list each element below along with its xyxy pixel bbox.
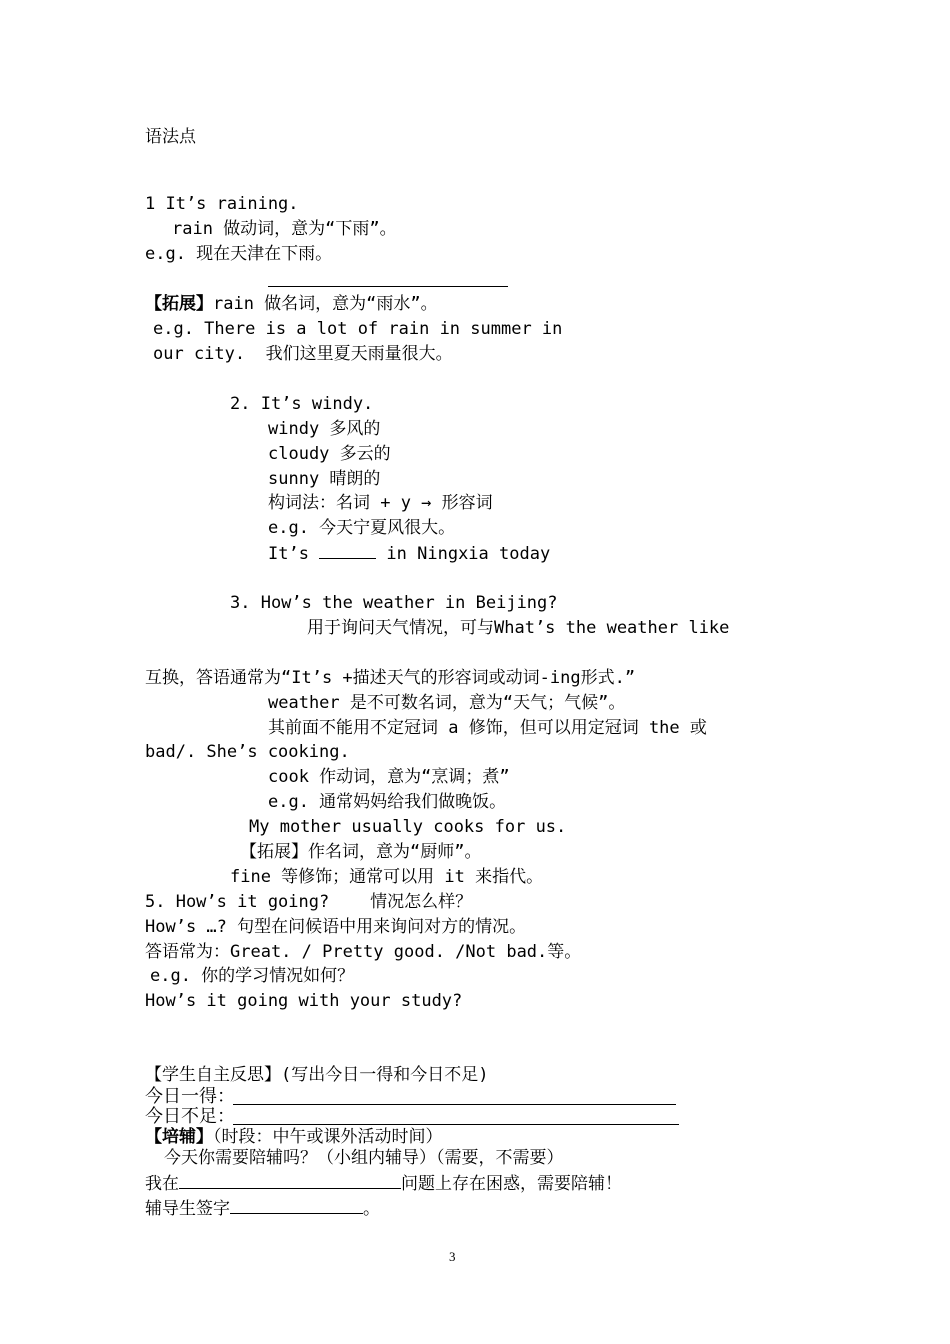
fill-suffix: in Ningxia today [376,544,551,564]
tutor-time: （时段：中午或课外活动时间） [213,1127,443,1147]
section3-line1: 用于询问天气情况，可与What’s the weather like [307,618,730,638]
section2-word-sunny: sunny 晴朗的 [268,469,381,489]
answer-blank[interactable] [268,286,508,287]
sign-label: 辅导生签字 [145,1199,230,1219]
reflection-title: 【学生自主反思】(写出今日一得和今日不足) [145,1065,489,1085]
section5-line2: 答语常为：Great. / Pretty good. /Not bad.等。 [145,942,582,962]
lack-blank[interactable] [233,1124,679,1125]
sign-line [145,1197,380,1220]
section1-line1: rain 做动词，意为“下雨”。 [172,219,397,239]
sign-blank[interactable] [230,1197,363,1214]
section3-line3: weather 是不可数名词，意为“天气；气候”。 [268,693,626,713]
section2-fill [268,542,550,565]
tutor-line [145,1126,443,1148]
section3-title: 3. How’s the weather in Beijing? [230,593,558,613]
section3-line4: 其前面不能用不定冠词 a 修饰，但可以用定冠词 the 或 [268,718,707,738]
section1-eg2-line1: e.g. There is a lot of rain in summer in [153,319,563,339]
problem-line [145,1172,622,1195]
fill-prefix: It’s [268,544,320,564]
extension-bracket: 【拓展】 [145,294,213,314]
section1-eg: e.g. 现在天津在下雨。 [145,244,333,264]
gain-label: 今日一得： [145,1086,235,1107]
section3-line5: bad/. She’s cooking. [145,742,350,762]
problem-suffix: 问题上存在困惑，需要陪辅！ [401,1174,622,1194]
section3-line6: cook 作动词，意为“烹调；煮” [268,767,510,787]
gain-blank[interactable] [233,1104,676,1105]
sign-suffix: 。 [363,1199,380,1219]
section2-word-windy: windy 多风的 [268,419,381,439]
extension-text: rain 做名词，意为“雨水”。 [213,294,438,314]
section1-extension [145,293,438,315]
section3-line10: fine 等修饰；通常可以用 it 来指代。 [230,867,544,887]
heading: 语法点 [145,127,196,147]
lack-label: 今日不足： [145,1106,235,1127]
section3-line2: 互换，答语通常为“It’s +描述天气的形容词或动词-ing形式.” [145,668,636,688]
fill-blank[interactable] [319,542,376,559]
section2-word-cloudy: cloudy 多云的 [268,444,391,464]
section3-line7: e.g. 通常妈妈给我们做晚饭。 [268,792,507,812]
section3-line8: My mother usually cooks for us. [249,817,567,837]
tutor-bracket: 【培辅】 [145,1127,213,1147]
section1-eg2-line2: our city. 我们这里夏天雨量很大。 [153,344,453,364]
section5-title: 5. How’s it going? 情况怎么样？ [145,892,473,912]
tutor-question: 今天你需要陪辅吗？（小组内辅导）（需要，不需要） [164,1148,564,1168]
section2-title: 2. It’s windy. [230,394,374,414]
section2-rule: 构词法：名词 + y → 形容词 [268,493,493,513]
section5-line1: How’s …? 句型在问候语中用来询问对方的情况。 [145,917,527,937]
section2-eg: e.g. 今天宁夏风很大。 [268,518,456,538]
section5-line3: How’s it going with your study? [145,991,463,1011]
section5-eg: e.g. 你的学习情况如何？ [150,966,355,986]
section3-line9: 【拓展】作名词，意为“厨师”。 [240,842,482,862]
section1-title: 1 It’s raining. [145,194,299,214]
problem-prefix: 我在 [145,1174,179,1194]
problem-blank[interactable] [179,1172,401,1189]
page-number: 3 [449,1249,456,1264]
